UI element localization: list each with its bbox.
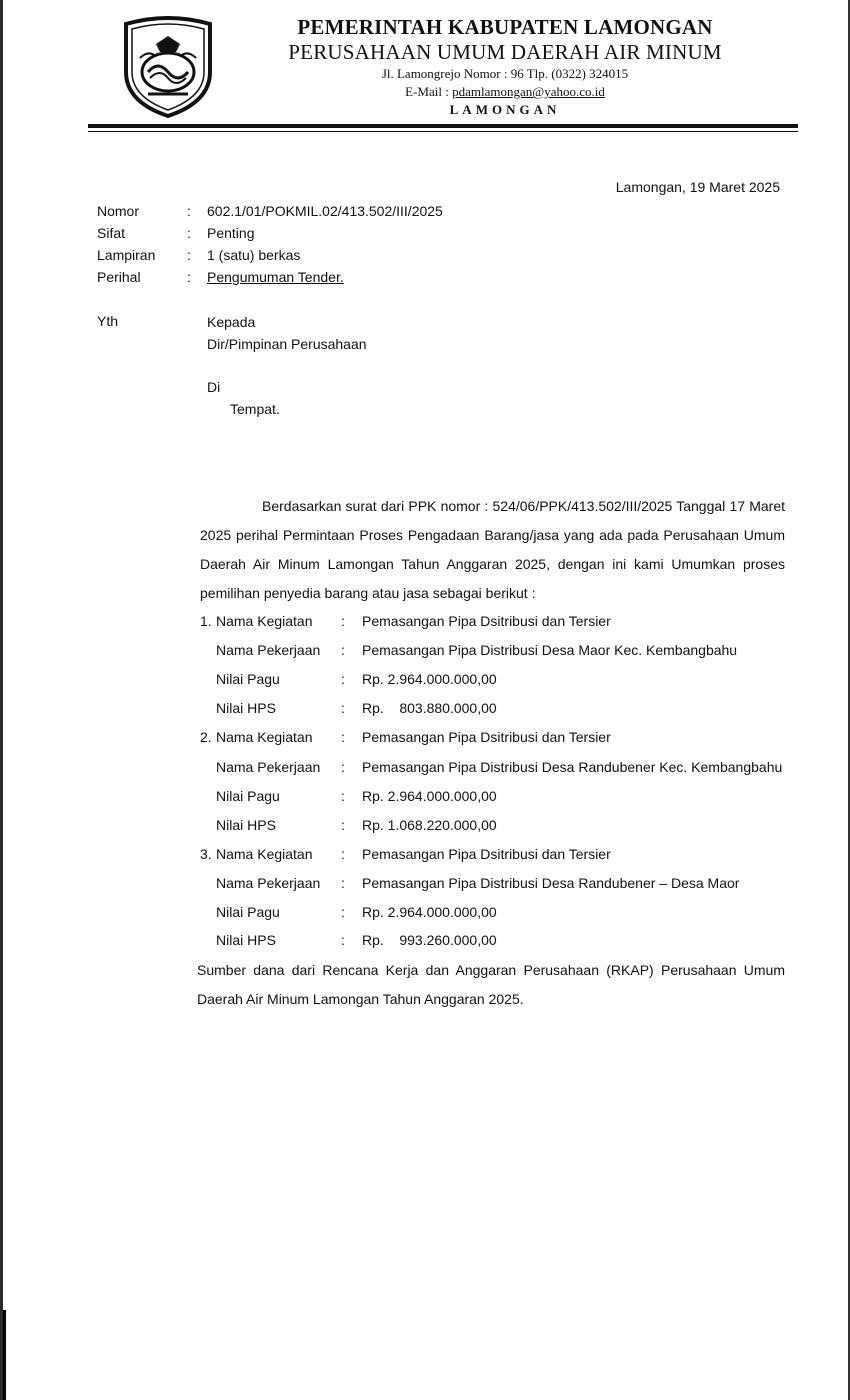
item-value-nilai-hps: Rp. 803.880.000,00 <box>362 700 497 716</box>
item-label-nilai-pagu: Nilai Pagu <box>216 904 280 920</box>
letterhead-city: LAMONGAN <box>449 102 561 117</box>
meta-value-sifat: Penting <box>207 225 255 241</box>
item-label-nilai-pagu: Nilai Pagu <box>216 671 280 687</box>
meta-colon: : <box>187 203 191 219</box>
letterhead-company: PERUSAHAAN UMUM DAERAH AIR MINUM <box>288 40 722 64</box>
item-colon: : <box>341 875 345 891</box>
item-value-nilai-pagu: Rp. 2.964.000.000,00 <box>362 671 497 687</box>
item-label-nama-kegiatan: Nama Kegiatan <box>216 729 313 745</box>
letterhead-address: Jl. Lamongrejo Nomor : 96 Tlp. (0322) 324015 <box>381 66 629 81</box>
meta-value-nomor: 602.1/01/POKMIL.02/413.502/III/2025 <box>207 203 443 219</box>
item-value-nama-kegiatan: Pemasangan Pipa Dsitribusi dan Tersier <box>362 613 611 629</box>
item-colon: : <box>341 613 345 629</box>
item-value-nama-kegiatan: Pemasangan Pipa Dsitribusi dan Tersier <box>362 846 611 862</box>
intro-paragraph <box>200 492 785 608</box>
item-colon: : <box>341 904 345 920</box>
item-value-nama-pekerjaan: Pemasangan Pipa Distribusi Desa Randubener – Desa Maor <box>362 875 740 891</box>
item-label-nilai-pagu: Nilai Pagu <box>216 788 280 804</box>
item-colon: : <box>341 642 345 658</box>
item-colon: : <box>341 700 345 716</box>
intro-text: Berdasarkan surat dari PPK nomor : 524/06/PPK/413.502/III/2025 Tanggal 17 Maret 2025 perihal Permintaan Proses Pengadaan Barang/jasa yang ada pada Perusahaan Umum Daerah Air Minum Lamongan Tahun Anggaran 2025, dengan ini kami Umumkan proses pemilihan penyedia barang atau jasa sebagai berikut : <box>200 498 785 601</box>
meta-label-nomor: Nomor <box>97 203 140 219</box>
item-label-nama-pekerjaan: Nama Pekerjaan <box>216 759 321 775</box>
item-label-nama-pekerjaan: Nama Pekerjaan <box>216 642 321 658</box>
item-number: 3. <box>200 846 212 862</box>
item-number: 1. <box>200 613 212 629</box>
addressee-di: Di <box>207 379 221 395</box>
email-link[interactable]: pdamlamongan@yahoo.co.id <box>452 84 605 99</box>
item-value-nilai-hps: Rp. 1.068.220.000,00 <box>362 817 497 833</box>
scan-edge-mark <box>3 1310 6 1400</box>
lamongan-emblem-logo <box>118 14 218 118</box>
item-label-nilai-hps: Nilai HPS <box>216 817 276 833</box>
addressee-tempat: Tempat. <box>230 401 280 417</box>
item-colon: : <box>341 759 345 775</box>
item-label-nama-pekerjaan: Nama Pekerjaan <box>216 875 321 891</box>
letterhead-email-line <box>250 83 760 100</box>
addressee-kepada: Kepada <box>207 314 256 330</box>
item-number: 2. <box>200 729 212 745</box>
item-colon: : <box>341 932 345 948</box>
item-value-nilai-pagu: Rp. 2.964.000.000,00 <box>362 788 497 804</box>
meta-value-perihal: Pengumuman Tender. <box>207 269 344 285</box>
item-colon: : <box>341 729 345 745</box>
item-value-nama-pekerjaan: Pemasangan Pipa Distribusi Desa Randubener Kec. Kembangbahu <box>362 759 783 775</box>
letterhead-divider-thin <box>88 131 798 132</box>
item-colon: : <box>341 846 345 862</box>
meta-colon: : <box>187 225 191 241</box>
item-label-nilai-hps: Nilai HPS <box>216 932 276 948</box>
email-prefix: E-Mail : <box>405 84 449 99</box>
addressee-yth: Yth <box>97 313 119 329</box>
meta-colon: : <box>187 247 191 263</box>
item-value-nilai-hps: Rp. 993.260.000,00 <box>362 932 497 948</box>
meta-label-lampiran: Lampiran <box>97 247 156 263</box>
meta-value-lampiran: 1 (satu) berkas <box>207 247 301 263</box>
item-colon: : <box>341 817 345 833</box>
item-value-nilai-pagu: Rp. 2.964.000.000,00 <box>362 904 497 920</box>
letterhead <box>250 14 760 119</box>
item-label-nama-kegiatan: Nama Kegiatan <box>216 846 313 862</box>
item-value-nama-pekerjaan: Pemasangan Pipa Distribusi Desa Maor Kec. Kembangbahu <box>362 642 738 658</box>
meta-colon: : <box>187 269 191 285</box>
item-label-nilai-hps: Nilai HPS <box>216 700 276 716</box>
item-colon: : <box>341 788 345 804</box>
scan-edge-left <box>0 0 3 1400</box>
letterhead-government: PEMERINTAH KABUPATEN LAMONGAN <box>297 15 713 39</box>
item-label-nama-kegiatan: Nama Kegiatan <box>216 613 313 629</box>
meta-label-sifat: Sifat <box>97 225 126 241</box>
item-colon: : <box>341 671 345 687</box>
closing-paragraph: Sumber dana dari Rencana Kerja dan Anggaran Perusahaan (RKAP) Perusahaan Umum Daerah Air Minum Lamongan Tahun Anggaran 2025. <box>197 962 785 1007</box>
meta-label-perihal: Perihal <box>97 269 141 285</box>
letter-date: Lamongan, 19 Maret 2025 <box>615 179 780 195</box>
letterhead-divider-thick <box>88 124 798 128</box>
item-value-nama-kegiatan: Pemasangan Pipa Dsitribusi dan Tersier <box>362 729 611 745</box>
addressee-recipient: Dir/Pimpinan Perusahaan <box>207 336 367 352</box>
